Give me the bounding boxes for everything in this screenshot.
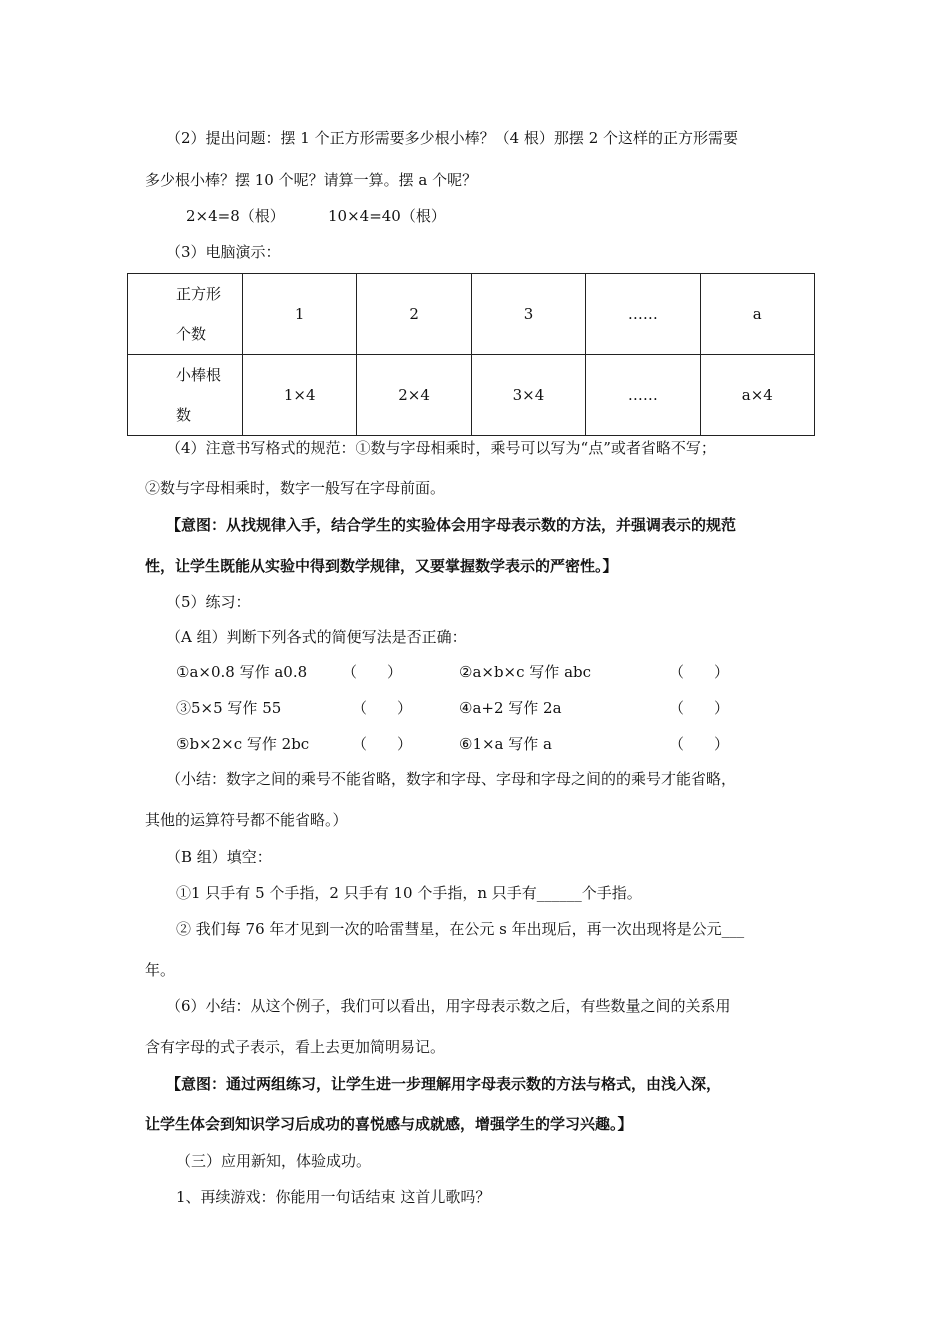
table-cell: 2	[357, 274, 471, 355]
intent-2-line-1: 【意图：通过两组练习，让学生进一步理解用字母表示数的方法与格式，由浅入深，	[166, 1075, 722, 1093]
table-row	[128, 355, 815, 436]
summary-line-1: （小结：数字之间的乘号不能省略，数字和字母、字母和字母之间的的乘号才能省略，	[166, 770, 737, 788]
answer-blank: （ ）	[352, 735, 413, 753]
game-question: 1、再续游戏：你能用一句话结束 这首儿歌吗？	[176, 1188, 491, 1206]
fill-blank-2-line-2: 年。	[145, 961, 176, 979]
paragraph-5: （5）练习：	[166, 593, 251, 611]
intent-2-line-2: 让学生体会到知识学习后成功的喜悦感与成就感，增强学生的学习兴趣。】	[145, 1115, 633, 1133]
exercise-item: ⑥1×a 写作 a	[459, 735, 552, 753]
table-row-label: 小棒根数	[128, 355, 243, 436]
table-cell: 1×4	[243, 355, 357, 436]
fill-blank-1: ①1 只手有 5 个手指，2 只手有 10 个手指，n 只手有______个手指。	[176, 884, 642, 902]
intent-1-line-1: 【意图：从找规律入手，结合学生的实验体会用字母表示数的方法，并强调表示的规范	[166, 516, 737, 534]
table-cell: ……	[586, 355, 700, 436]
table-cell: ……	[586, 274, 700, 355]
paragraph-6-line-2: 含有字母的式子表示，看上去更加简明易记。	[145, 1038, 446, 1056]
table-row-label: 正方形个数	[128, 274, 243, 355]
intent-1-line-2: 性，让学生既能从实验中得到数学规律，又要掌握数学表示的严密性。】	[145, 557, 618, 575]
table-cell: a	[700, 274, 814, 355]
exercise-item: ④a+2 写作 2a	[459, 699, 562, 717]
table-cell: 1	[243, 274, 357, 355]
answer-blank: （ ）	[669, 735, 730, 753]
paragraph-6-line-1: （6）小结：从这个例子，我们可以看出，用字母表示数之后，有些数量之间的关系用	[166, 997, 731, 1015]
summary-line-2: 其他的运算符号都不能省略。）	[145, 811, 348, 829]
table-row	[128, 274, 815, 355]
paragraph-4-line-2: ②数与字母相乘时，数字一般写在字母前面。	[145, 479, 446, 497]
table-cell: a×4	[700, 355, 814, 436]
paragraph-2-line-2: 多少根小棒？摆 10 个呢？请算一算。摆 a 个呢？	[145, 171, 478, 189]
answer-blank: （ ）	[352, 699, 413, 717]
answer-blank: （ ）	[669, 663, 730, 681]
exercise-item: ⑤b×2×c 写作 2bc	[176, 735, 310, 753]
section-3-heading: （三）应用新知，体验成功。	[176, 1152, 372, 1170]
exercise-item: ①a×0.8 写作 a0.8	[176, 663, 308, 681]
fill-blank-2-line-1: ② 我们每 76 年才见到一次的哈雷彗星，在公元 s 年出现后，再一次出现将是公元___	[176, 920, 745, 938]
exercise-item: ②a×b×c 写作 abc	[459, 663, 592, 681]
table-cell: 3	[471, 274, 585, 355]
paragraph-4-line-1: （4）注意书写格式的规范：①数与字母相乘时，乘号可以写为“点”或者省略不写；	[166, 439, 716, 457]
exercise-item: ③5×5 写作 55	[176, 699, 282, 717]
paragraph-3: （3）电脑演示：	[166, 243, 281, 261]
calculation-1: 2×4=8（根）	[186, 207, 285, 225]
answer-blank: （ ）	[669, 699, 730, 717]
paragraph-2-line-1: （2）提出问题：摆 1 个正方形需要多少根小棒？（4 根）那摆 2 个这样的正方形需要	[166, 129, 739, 147]
answer-blank: （ ）	[342, 663, 403, 681]
group-b-title: （B 组）填空：	[166, 848, 272, 866]
table-cell: 2×4	[357, 355, 471, 436]
squares-sticks-table	[127, 273, 815, 436]
calculation-2: 10×4=40（根）	[328, 207, 446, 225]
group-a-title: （A 组）判断下列各式的简便写法是否正确：	[166, 628, 467, 646]
table-cell: 3×4	[471, 355, 585, 436]
